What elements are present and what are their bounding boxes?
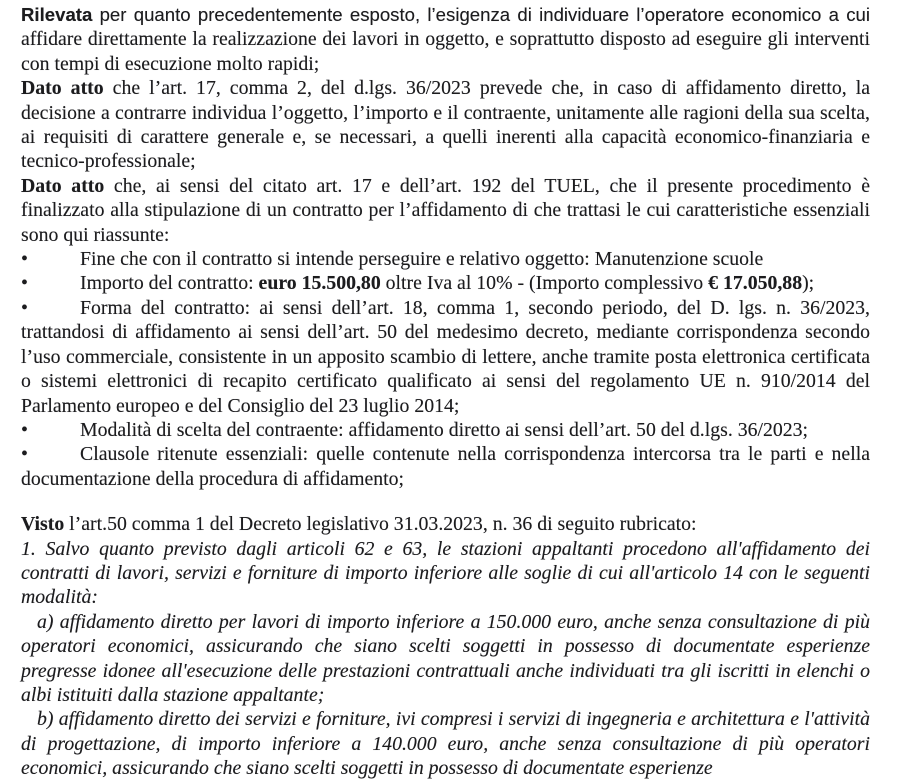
bullet-marker: • <box>21 248 28 271</box>
bullet-text: Fine che con il contratto si intende perseguire e relativo oggetto: Manutenzione scuole <box>80 248 764 271</box>
paragraph-text: b) affidamento diretto dei servizi e forniture, ivi compresi i servizi di ingegneria e architettura e l'attività di progettazione, di importo inferiore a 140.000 euro, anche senza consultazione di più operatori economici, assicurando che siano scelti soggetti in possesso di documentate esperienze <box>21 708 870 780</box>
paragraph-text: a) affidamento diretto per lavori di importo inferiore a 150.000 euro, anche senza consultazione di più operatori economici, assicurando che siano scelti soggetti in possesso di documentate esperienze pregresse idonee all'esecuzione delle prestazioni contrattuali anche individuati tra gli iscritti in elenchi o albi istituiti dalla stazione appaltante; <box>21 610 870 706</box>
lead-word: Rilevata <box>21 4 93 25</box>
paragraph-text: per quanto precedentemente esposto, l’esigenza di individuare l’operatore economico a cui affidare direttamente la realizzazione dei lavori in oggetto, e soprattutto disposto ad eseguire gli interventi con tempi di esecuzione molto rapidi; <box>21 4 870 75</box>
paragraph-law-quote-comma1 <box>21 537 870 610</box>
bullet-text: oltre Iva al 10% - (Importo complessivo <box>380 272 709 295</box>
contract-amount: euro 15.500,80 <box>258 272 381 295</box>
paragraph-text: che, ai sensi del citato art. 17 e dell’art. 192 del TUEL, che il presente procedimento è finalizzato alla stipulazione di un contratto per l’affidamento di che trattasi le cui caratteristiche essenziali sono qui riassunte: <box>21 174 870 246</box>
bullet-item-importo <box>21 271 870 295</box>
total-amount: € 17.050,88 <box>708 272 803 295</box>
bullet-item-forma <box>21 296 870 418</box>
bullet-marker: • <box>21 272 28 295</box>
paragraph-law-quote-lettera-b <box>21 707 870 780</box>
lead-word: Dato atto <box>21 174 105 197</box>
bullet-marker: • <box>21 296 28 319</box>
paragraph-visto <box>21 512 870 536</box>
bullet-text: Clausole ritenute essenziali: quelle contenute nella corrispondenza intercorsa tra le parti e nella documentazione della procedura di affidamento; <box>21 443 870 490</box>
bullet-text: Modalità di scelta del contraente: affidamento diretto ai sensi dell’art. 50 del d.lgs. 36/2023; <box>80 418 809 441</box>
paragraph-text: 1. Salvo quanto previsto dagli articoli 62 e 63, le stazioni appaltanti procedono all'affidamento dei contratti di lavori, servizi e forniture di importo inferiore alle soglie di cui all'articolo 14 con le seguenti modalità: <box>21 537 870 609</box>
lead-word: Visto <box>21 513 65 536</box>
bullet-item-clausole <box>21 442 870 491</box>
paragraph-dato-atto-2 <box>21 174 870 247</box>
bullet-item-modalita <box>21 418 870 442</box>
bullet-item-fine <box>21 247 870 271</box>
bullet-text: Importo del contratto: <box>80 272 259 295</box>
paragraph-dato-atto-1 <box>21 76 870 174</box>
paragraph-law-quote-lettera-a <box>21 610 870 708</box>
bullet-text: Forma del contratto: ai sensi dell’art. 18, comma 1, secondo periodo, del D. lgs. n. 36/2023, trattandosi di affidamento ai sensi dell’art. 50 del medesimo decreto, mediante corrispondenza secondo l’uso commerciale, consistente in un apposito scambio di lettere, anche tramite posta elettronica certificata o sistemi elettronici di recapito certificato qualificato ai sensi del regolamento UE n. 910/2014 del Parlamento europeo e del Consiglio del 23 luglio 2014; <box>21 296 870 417</box>
bullet-marker: • <box>21 443 28 466</box>
lead-word: Dato atto <box>21 77 104 100</box>
bullet-marker: • <box>21 418 28 441</box>
paragraph-text: l’art.50 comma 1 del Decreto legislativo 31.03.2023, n. 36 di seguito rubricato: <box>64 513 697 536</box>
paragraph-text: che l’art. 17, comma 2, del d.lgs. 36/2023 prevede che, in caso di affidamento diretto, la decisione a contrarre individua l’oggetto, l’importo e il contraente, unitamente alle ragioni della sua scelta, ai requisiti di carattere generale e, se necessari, a quelli inerenti alla capacità economico-finanziaria e tecnico-professionale; <box>21 77 870 173</box>
paragraph-spacer <box>21 491 870 512</box>
paragraph-rilevata <box>21 3 870 76</box>
bullet-text: ); <box>802 272 815 295</box>
